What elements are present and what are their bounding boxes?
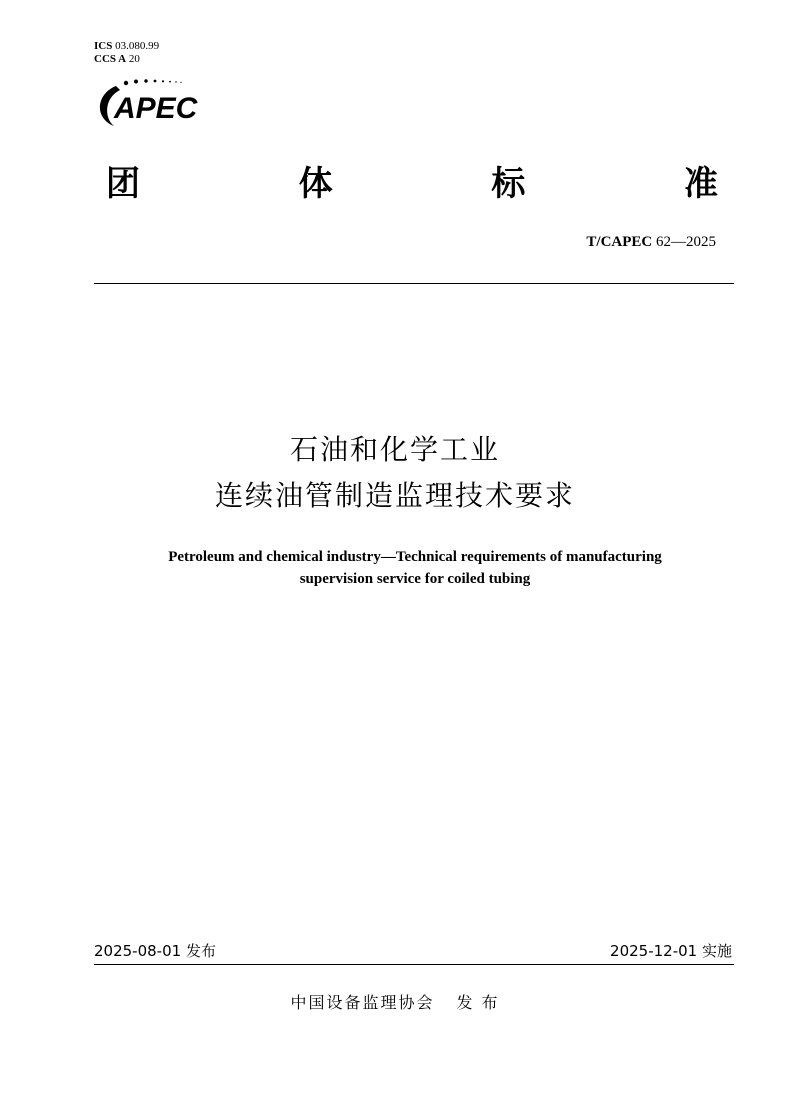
title-en: [90, 546, 740, 590]
title-en-line2: supervision service for coiled tubing: [299, 571, 531, 587]
ics-code: 03.080.99: [115, 40, 160, 52]
standard-type-char: 团: [106, 164, 140, 204]
ics-label: ICS: [94, 40, 113, 52]
standard-type-heading: [106, 162, 718, 206]
publish-date: 2025-08-01 发布: [94, 942, 216, 960]
issuer: [0, 990, 790, 1013]
top-divider: [94, 283, 734, 284]
issuer-action: 发 布: [456, 993, 500, 1012]
ccs-line: [94, 53, 159, 66]
title-en-line1: Petroleum and chemical industry—Technical requirements of manufacturing: [168, 549, 662, 565]
logo-dot: [134, 80, 138, 84]
standard-type-char: 准: [683, 164, 718, 204]
logo-dot: [162, 80, 164, 82]
ccs-code: 20: [128, 53, 140, 65]
logo-dot: [169, 81, 171, 83]
classification-codes: [94, 40, 159, 66]
bottom-divider: [94, 964, 734, 965]
logo-dot: [124, 81, 128, 85]
standard-number-value: 62—2025: [656, 234, 716, 250]
standard-number: [586, 234, 716, 251]
logo-dot: [154, 80, 157, 83]
logo-dot: [144, 79, 147, 82]
standard-type-char: 体: [298, 164, 333, 204]
standard-number-prefix: T/CAPEC: [586, 234, 653, 250]
ccs-label: CCS A: [94, 53, 127, 65]
standard-type-char: 标: [491, 164, 526, 204]
logo-text: APEC: [114, 92, 198, 125]
logo-dot: [180, 82, 181, 83]
title-cn-line1: 石油和化学工业: [289, 433, 500, 466]
capec-logo: [92, 78, 222, 130]
ics-line: [94, 40, 159, 53]
issuer-name: 中国设备监理协会: [290, 993, 435, 1012]
logo-dot: [175, 81, 176, 82]
title-cn-line2: 连续油管制造监理技术要求: [214, 479, 575, 512]
implement-date: 2025-12-01 实施: [610, 942, 732, 960]
